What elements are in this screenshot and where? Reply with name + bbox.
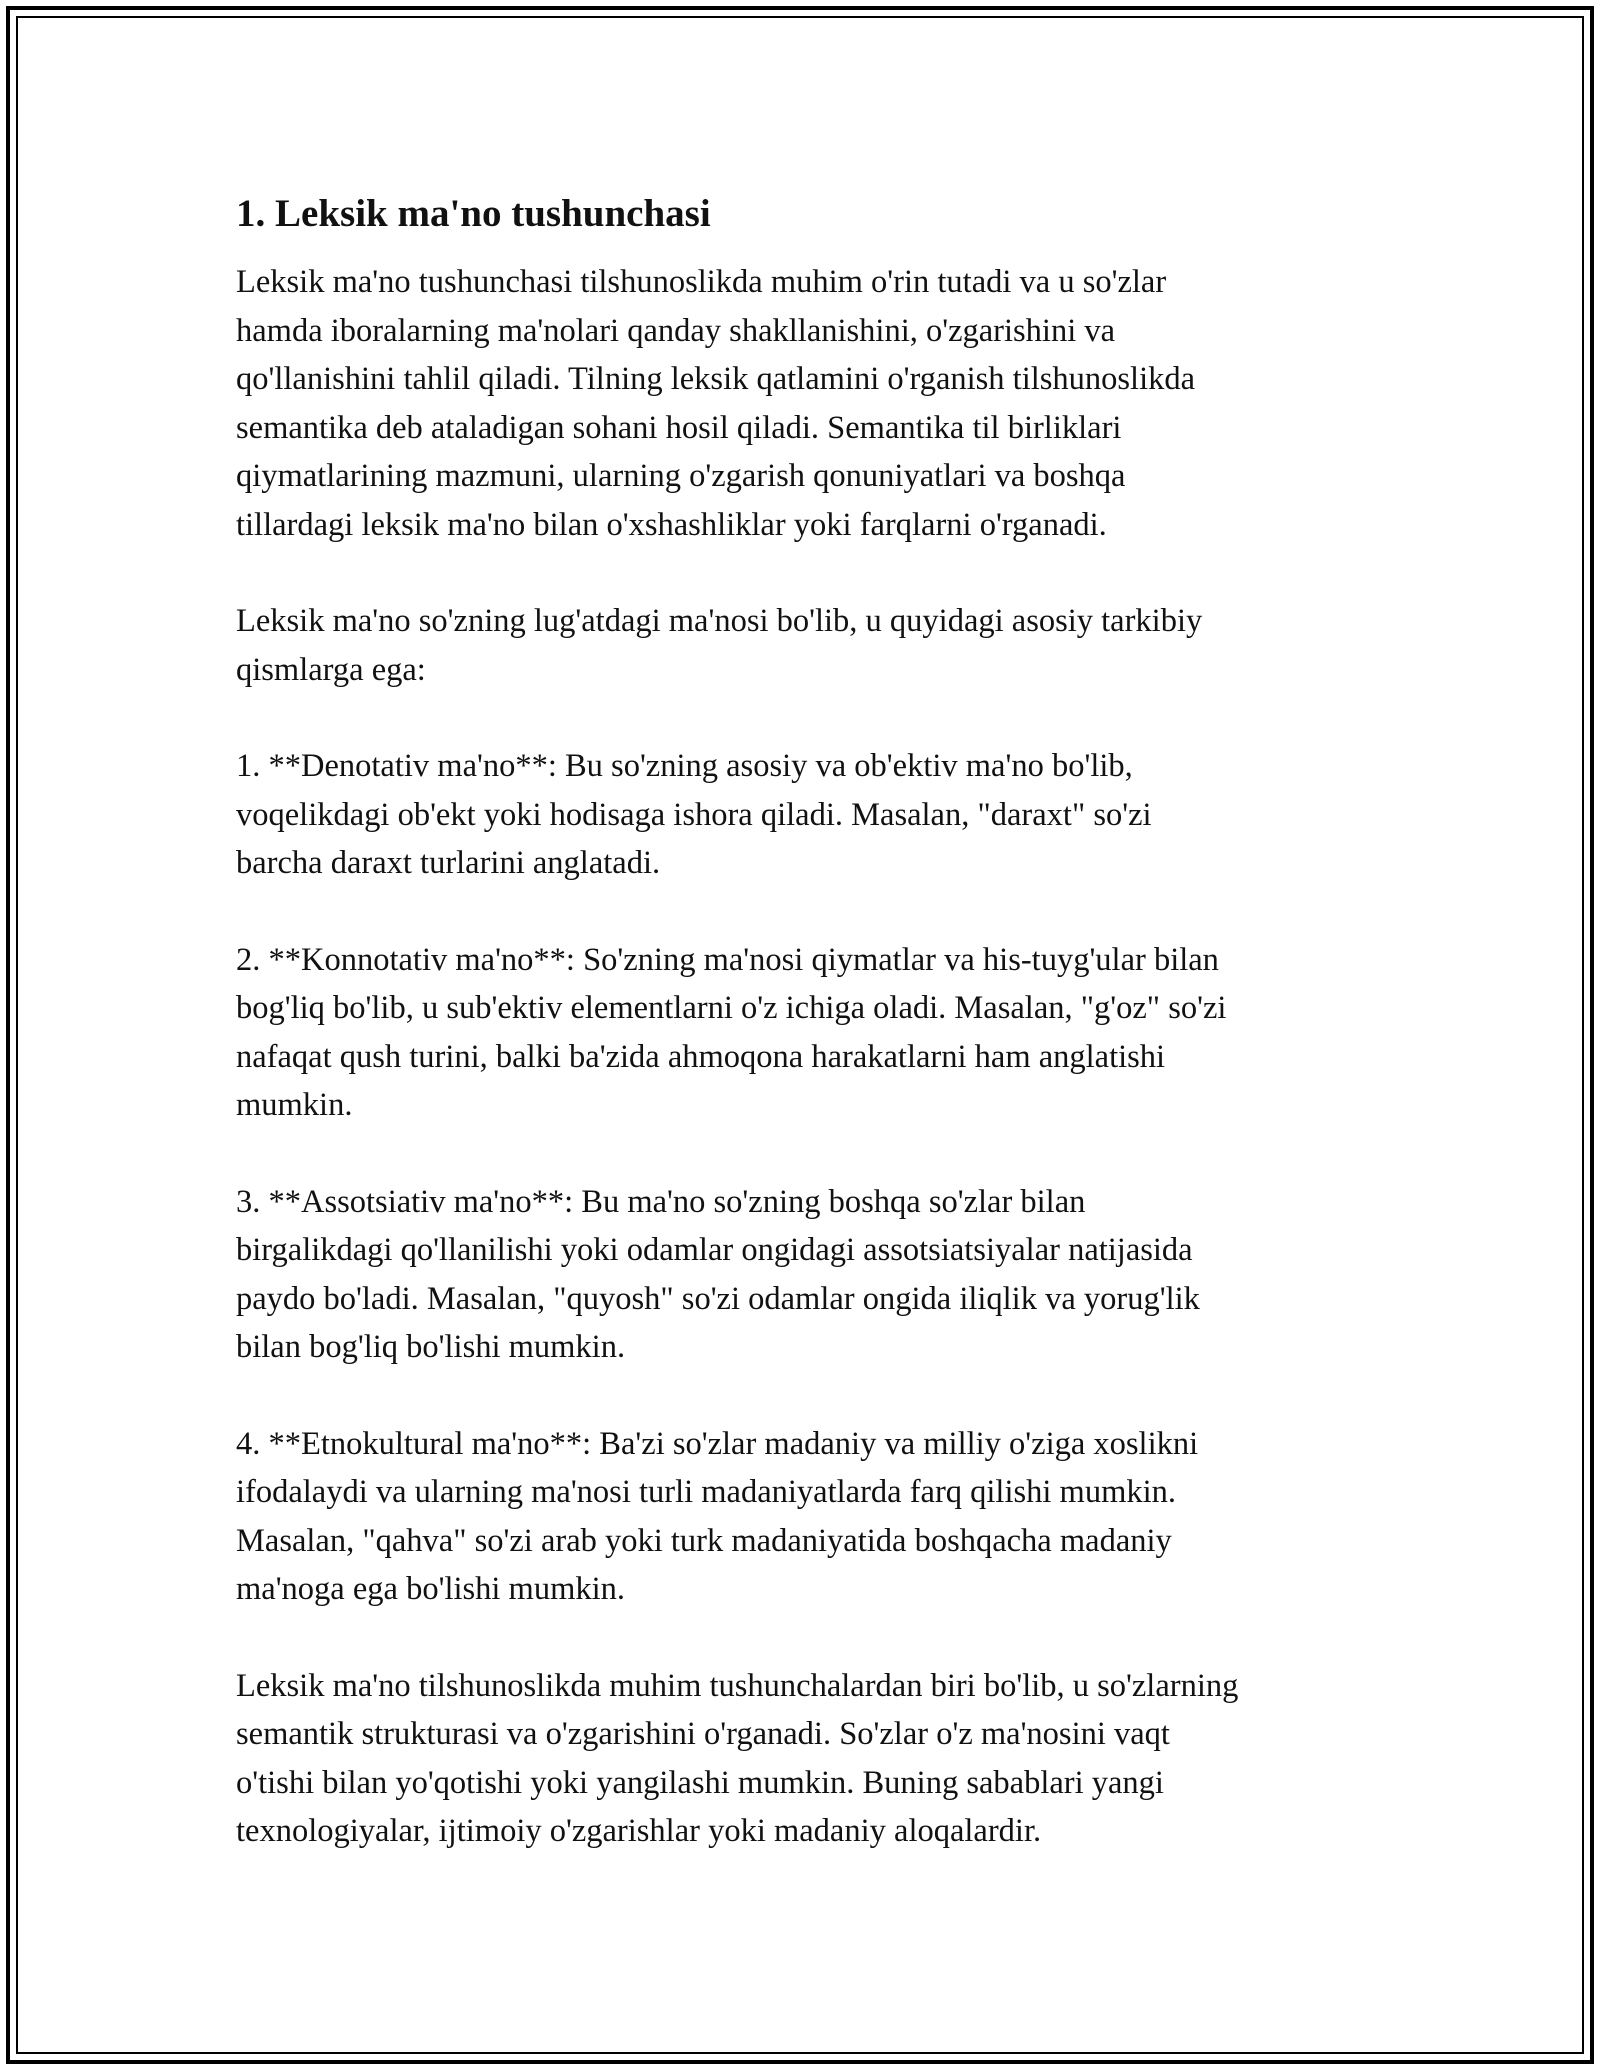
section-heading: 1. Leksik ma'no tushunchasi <box>236 192 711 235</box>
text-line: barcha daraxt turlarini anglatadi. <box>236 845 661 881</box>
text-line: ifodalaydi va ularning ma'nosi turli madaniyatlarda farq qilishi mumkin. <box>236 1474 1177 1510</box>
text-line: mumkin. <box>236 1087 353 1123</box>
paragraph-ethnocultural <box>236 1420 1386 1614</box>
text-line: 1. **Denotativ ma'no**: Bu so'zning asosiy va ob'ektiv ma'no bo'lib, <box>236 748 1133 784</box>
text-line: Leksik ma'no tushunchasi tilshunoslikda muhim o'rin tutadi va u so'zlar <box>236 264 1167 300</box>
text-line: 4. **Etnokultural ma'no**: Ba'zi so'zlar madaniy va milliy o'ziga xoslikni <box>236 1425 1199 1462</box>
paragraph-conclusion <box>236 1662 1386 1856</box>
text-line: Leksik ma'no tilshunoslikda muhim tushunchalardan biri bo'lib, u so'zlarning <box>236 1667 1239 1704</box>
text-line: semantik strukturasi va o'zgarishini o'rganadi. So'zlar o'z ma'nosini vaqt <box>236 1716 1170 1752</box>
text-line: o'tishi bilan yo'qotishi yoki yangilashi mumkin. Buning sabablari yangi <box>236 1764 1164 1801</box>
text-line: ma'noga ega bo'lishi mumkin. <box>236 1571 626 1607</box>
text-line: paydo bo'ladi. Masalan, "quyosh" so'zi odamlar ongida iliqlik va yorug'lik <box>236 1280 1200 1317</box>
text-line: tillardagi leksik ma'no bilan o'xshashliklar yoki farqlarni o'rganadi. <box>236 506 1107 543</box>
text-line: birgalikdagi qo'llanilishi yoki odamlar ongidagi assotsiatsiyalar natijasida <box>236 1232 1193 1268</box>
text-line: voqelikdagi ob'ekt yoki hodisaga ishora qiladi. Masalan, "daraxt" so'zi <box>236 796 1152 833</box>
text-line: hamda iboralarning ma'nolari qanday shakllanishini, o'zgarishini va <box>236 312 1116 349</box>
text-line: qismlarga ega: <box>236 651 426 688</box>
text-line: Masalan, "qahva" so'zi arab yoki turk madaniyatida boshqacha madaniy <box>236 1522 1172 1559</box>
text-line: bilan bog'liq bo'lishi mumkin. <box>236 1329 626 1365</box>
paragraph-associative <box>236 1178 1386 1372</box>
text-line: semantika deb ataladigan sohani hosil qiladi. Semantika til birliklari <box>236 409 1122 446</box>
text-line: qo'llanishini tahlil qiladi. Tilning leksik qatlamini o'rganish tilshunoslikda <box>236 361 1196 397</box>
text-line: 3. **Assotsiativ ma'no**: Bu ma'no so'zning boshqa so'zlar bilan <box>236 1183 1086 1220</box>
text-line: bog'liq bo'lib, u sub'ektiv elementlarni o'z ichiga oladi. Masalan, "g'oz" so'zi <box>236 990 1227 1026</box>
text-line: qiymatlarining mazmuni, ularning o'zgarish qonuniyatlari va boshqa <box>236 458 1126 494</box>
paragraph-intro <box>236 258 1386 549</box>
text-line: nafaqat qush turini, balki ba'zida ahmoqona harakatlarni ham anglatishi <box>236 1038 1166 1075</box>
paragraph-denotative <box>236 742 1386 888</box>
paragraph-components <box>236 597 1386 694</box>
document-body <box>236 188 1386 1904</box>
text-line: texnologiyalar, ijtimoiy o'zgarishlar yoki madaniy aloqalardir. <box>236 1813 1042 1849</box>
paragraph-connotative <box>236 936 1386 1130</box>
text-line: 2. **Konnotativ ma'no**: So'zning ma'nosi qiymatlar va his-tuyg'ular bilan <box>236 941 1219 978</box>
text-line: Leksik ma'no so'zning lug'atdagi ma'nosi bo'lib, u quyidagi asosiy tarkibiy <box>236 603 1203 639</box>
